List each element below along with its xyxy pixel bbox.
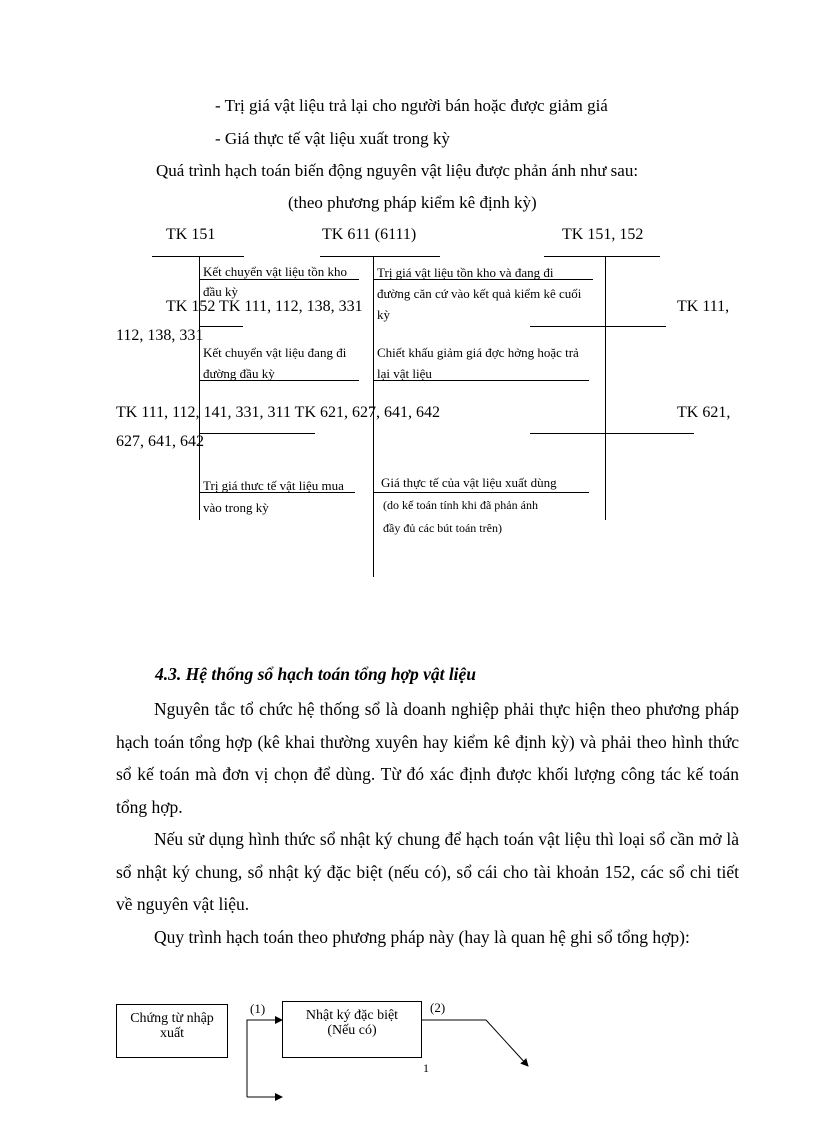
note-gia-xuat-3: đầy đủ các bút toán trên) [383, 521, 502, 535]
account-label-111-right: TK 111, [677, 298, 730, 315]
note-ket-chuyen-ton: Kết chuyển vật liệu tồn kho đầu kỳ [203, 264, 348, 299]
account-label-611: TK 611 (6111) [322, 226, 417, 243]
diagram-subheading: (theo phương pháp kiểm kê định kỳ) [288, 193, 537, 212]
section-title: 4.3. Hệ thống sổ hạch toán tổng hợp vật liệu [155, 664, 477, 684]
account-row-152: TK 152 TK 111, 112, 138, 331 [166, 298, 363, 315]
note-ket-chuyen-dang-di: Kết chuyển vật liệu đang đi đường đầu kỳ [203, 345, 347, 381]
paragraph: Quy trình hạch toán theo phương pháp này (hay là quan hệ ghi sổ tổng hợp): [154, 926, 690, 947]
voucher-box: Chứng từ nhập xuất [116, 1004, 228, 1058]
note-tri-gia-mua: Trị giá thưc tế vật liệu mua vào trong kỳ [203, 478, 344, 515]
account-label-151: TK 151 [166, 226, 216, 243]
note-gia-xuat-2: (do kế toán tính khi đã phản ánh [383, 498, 538, 512]
flow-label-2: (2) [430, 1000, 446, 1015]
note-chiet-khau: Chiết khấu giảm giá đợc hởng hoặc trả lại vật liệu [377, 345, 579, 381]
diagram-heading: Quá trình hạch toán biến động nguyên vật liệu được phản ánh như sau: [156, 161, 639, 180]
account-label-112-continued: 112, 138, 331 [116, 327, 204, 344]
page-number: 1 [423, 1061, 429, 1075]
special-journal-line2: (Nếu có) [327, 1023, 377, 1038]
bullet-returned-goods: - Trị giá vật liệu trả lại cho người bán hoặc được giảm giá [215, 96, 608, 115]
account-label-627-continued: 627, 641, 642 [116, 433, 204, 450]
arrow-to-special-journal [247, 1020, 282, 1097]
bullet-issued-value: - Giá thực tế vật liệu xuất trong kỳ [215, 129, 450, 148]
account-label-151-152: TK 151, 152 [562, 226, 644, 243]
note-tri-gia-ton: Trị giá vật liệu tồn kho và đang đi đường căn cứ vào kết quả kiểm kê cuối kỳ [377, 265, 582, 322]
special-journal-line1: Nhật ký đặc biệt [305, 1008, 399, 1023]
flow-label-1: (1) [250, 1001, 266, 1016]
account-row-111: TK 111, 112, 141, 331, 311 TK 621, 627, 641, 642 [116, 404, 440, 421]
account-label-621-right: TK 621, [677, 404, 731, 421]
arrow-from-special-journal [422, 1020, 528, 1066]
note-gia-xuat-1: Giá thực tế của vật liệu xuất dùng [381, 475, 557, 490]
paragraph: Nguyên tắc tổ chức hệ thống sổ là doanh nghiệp phải thực hiện theo phương pháp hạch toán tổng hợp (kê khai thường xuyên hay kiểm kê định kỳ) và phải theo hình thức sổ kế toán mà đơn vị chọn để dùng. Từ đó xác định được khối lượng công tác kế toán tổng hợp. [116, 699, 739, 817]
paragraph: Nếu sử dụng hình thức sổ nhật ký chung để hạch toán vật liệu thì loại sổ cần mở là sổ nhật ký chung, sổ nhật ký đặc biệt (nếu có), sổ cái cho tài khoản 152, các sổ chi tiết về nguyên vật liệu. [116, 829, 739, 914]
